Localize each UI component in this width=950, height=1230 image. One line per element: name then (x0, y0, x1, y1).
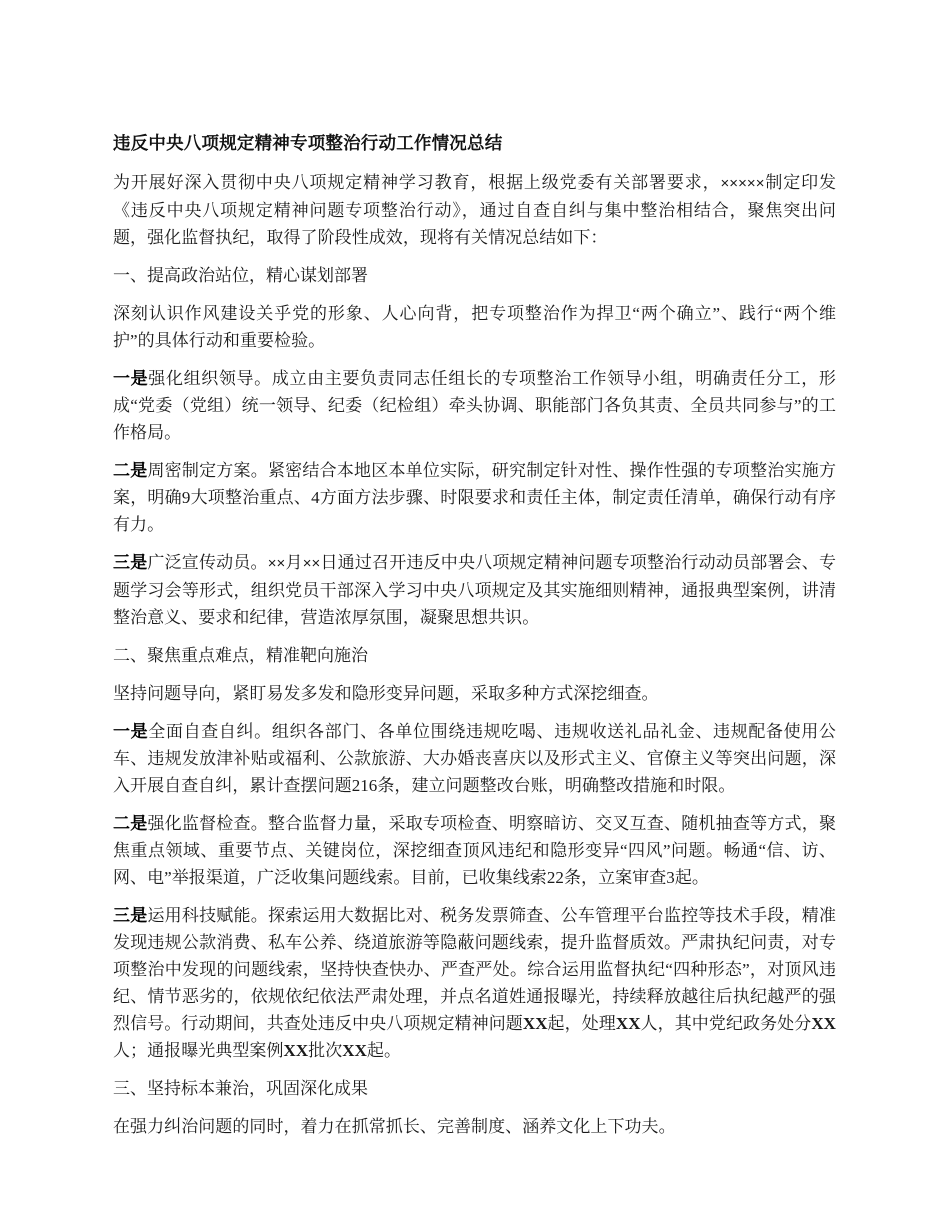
item-body-text-a: 周密制定方案。紧密结合本地区本单位实际，研究制定针对性、操作性强的专项整治实施方案，明确 (113, 461, 836, 507)
section-1-item-2 (113, 457, 836, 538)
item-lead-label: 二是 (113, 814, 148, 833)
item-body-text-b: 条，立案审查 (563, 868, 667, 887)
section-3-intro: 在强力纠治问题的同时，着力在抓常抓长、完善制度、涵养文化上下功夫。 (113, 1117, 676, 1136)
item-body-text-b: 条，建立问题整改台账，明确整改措施和时限。 (377, 776, 736, 795)
count-leads-collected: 22 (546, 868, 564, 887)
item-body-text-c: 起。 (674, 868, 709, 887)
section-2-item-3 (113, 902, 836, 1064)
item-body-text-b: 大项整治重点、 (190, 488, 312, 507)
organization-placeholder: ××××× (720, 175, 765, 192)
item-lead-label: 三是 (113, 906, 148, 925)
item-body-text-c: 方面方法步骤、时限要求和责任主体，制定责任清单，确保行动有序有力。 (113, 488, 837, 534)
date-day-placeholder: ×× (302, 555, 321, 572)
placeholder-cases-handled: XX (522, 1014, 548, 1033)
section-heading-3: 三、坚持标本兼治，巩固深化成果 (113, 1079, 368, 1098)
section-1-item-1 (113, 365, 836, 446)
count-method-steps: 4 (311, 488, 320, 507)
count-problems-identified: 216 (351, 776, 378, 795)
item-lead-label: 三是 (113, 553, 148, 572)
item-body-text: 强化组织领导。成立由主要负责同志任组长的专项整治工作领导小组，明确责任分工，形成“党委（党组）统一领导、纪委（纪检组）牵头协调、职能部门各负其责、全员共同参与”的工作格局。 (113, 369, 836, 442)
item-body-text-a: 全面自查自纠。组织各部门、各单位围绕违规吃喝、违规收送礼品礼金、违规配备使用公车、违规发放津补贴或福利、公款旅游、大办婚丧喜庆以及形式主义、官僚主义等突出问题，深入开展自查自纠，累计查摆问题 (113, 722, 836, 795)
item-body-text-c: 人，其中党纪政务处分 (640, 1014, 812, 1033)
item-lead-label: 二是 (113, 461, 148, 480)
placeholder-people-handled: XX (615, 1014, 641, 1033)
item-body-text-a: 广泛宣传动员。 (147, 553, 268, 572)
placeholder-party-discipline-sanctions: XX (811, 1014, 836, 1033)
section-heading-1: 一、提高政治站位，精心谋划部署 (113, 266, 368, 285)
section-heading-2: 二、聚焦重点难点，精准靶向施治 (113, 646, 368, 665)
item-body-text-c: 日通过召开违反中央八项规定精神问题专项整治行动动员部署会、专题学习会等形式，组织党员干部深入学习中央八项规定及其实施细则精神，通报典型案例，讲清整治意义、要求和纪律，营造浓厚氛围，凝聚思想共识。 (113, 553, 836, 627)
item-lead-label: 一是 (113, 369, 149, 388)
section-1-item-3 (113, 549, 836, 631)
section-2-intro: 坚持问题导向，紧盯易发多发和隐形变异问题，采取多种方式深挖细查。 (113, 684, 659, 703)
placeholder-case-batches: XX (283, 1041, 309, 1060)
item-body-text-a: 运用科技赋能。探索运用大数据比对、税务发票筛查、公车管理平台监控等技术手段，精准发现违规公款消费、私车公养、绕道旅游等隐蔽问题线索，提升监督质效。严肃执纪问责，对专项整治中发现的问题线索，坚持快查快办、严查严处。综合运用监督执纪“四种形态”，对顶风违纪、情节恶劣的，依规依纪依法严肃处理，并点名道姓通报曝光，持续释放越往后执纪越严的强烈信号。行动期间，共查处违反中央八项规定精神问题 (113, 906, 836, 1033)
item-body-text-f: 起。 (366, 1041, 402, 1060)
section-2-item-1 (113, 718, 836, 799)
intro-paragraph (113, 169, 836, 251)
section-2-item-2 (113, 810, 836, 891)
item-body-text-e: 批次 (308, 1041, 343, 1060)
item-body-text-b: 起，处理 (547, 1014, 616, 1033)
count-cases-filed: 3 (666, 868, 675, 887)
date-month-placeholder: ×× (267, 555, 286, 572)
item-lead-label: 一是 (113, 722, 149, 741)
intro-text-part2: 制定印发《违反中央八项规定精神问题专项整治行动》，通过自查自纠与集中整治相结合，聚焦突出问题，强化监督执纪，取得了阶段性成效，现将有关情况总结如下： (113, 173, 836, 247)
section-1-intro: 深刻认识作风建设关乎党的形象、人心向背，把专项整治作为捍卫“两个确立”、践行“两个维护”的具体行动和重要检验。 (113, 304, 836, 350)
intro-text-part1: 为开展好深入贯彻中央八项规定精神学习教育，根据上级党委有关部署要求， (113, 173, 721, 192)
page-title: 违反中央八项规定精神专项整治行动工作情况总结 (113, 133, 503, 153)
item-body-text-a: 强化监督检查。整合监督力量，采取专项检查、明察暗访、交叉互查、随机抽查等方式，聚焦重点领域、重要节点、关键岗位，深挖细查顶风违纪和隐形变异“四风”问题。畅通“信、访、网、电”举报渠道，广泛收集问题线索。目前，已收集线索 (113, 814, 836, 887)
item-body-text-d: 人；通报曝光典型案例 (113, 1041, 284, 1060)
count-major-focus-areas: 9 (181, 488, 191, 507)
placeholder-case-count: XX (342, 1041, 367, 1060)
item-body-text-b: 月 (285, 553, 303, 572)
